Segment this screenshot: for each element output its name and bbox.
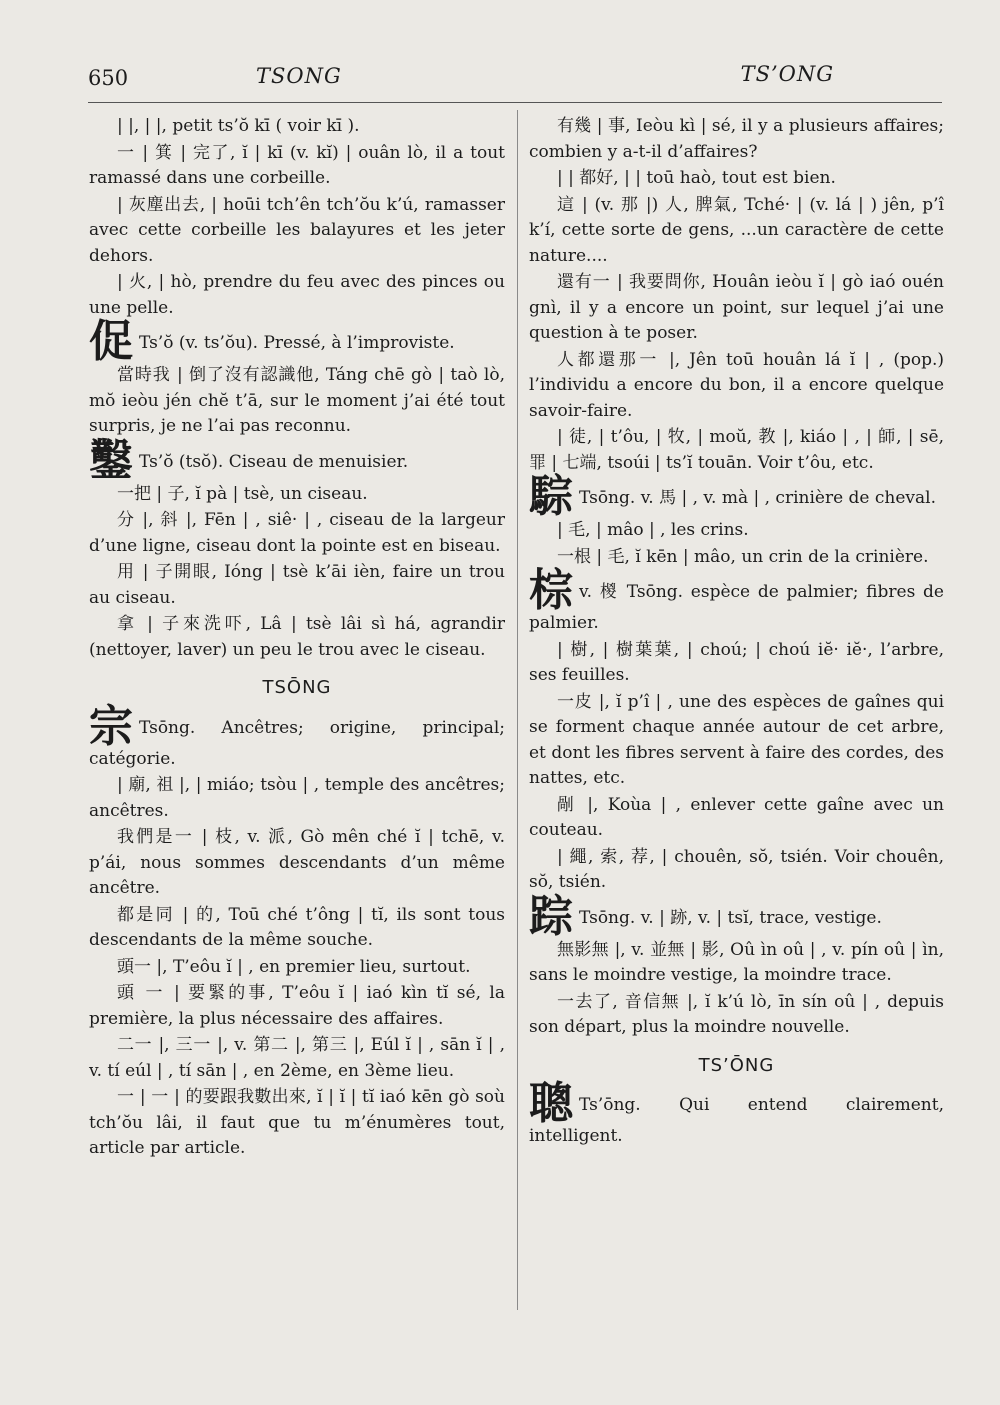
example-entry: 用 | 子開眼, Ióng | tsè k’āi ièn, faire un trou au ciseau. <box>89 562 505 608</box>
headword-definition: Tsōng. v. 馬 | , v. mà | , crinière de cheval. <box>579 488 937 508</box>
example-entry: 人都還那一 |, Jên toū houân lá ĭ | , (pop.) l’individu a encore du bon, il a encore quelque savoir-faire. <box>529 349 944 421</box>
example-entry: 一去了, 音信無 |, ĭ k’ú lò, īn sín oû | , depuis son départ, plus la moindre nouvelle. <box>529 991 944 1037</box>
example-entry: 一 | 一 | 的要跟我數出來, ĭ | ĭ | tĭ iaó kēn gò soù tch’ŏu lâi, il faut que tu m’énumères tout, article par article. <box>89 1087 505 1158</box>
headword-character: 聰 <box>529 1078 573 1129</box>
example-entry: 都是同 | 的, Toū ché t’ông | tĭ, ils sont tous descendants de la même souche. <box>89 904 505 950</box>
example-entry: 分 |, 斜 |, Fēn | , siê· | , ciseau de la largeur d’une ligne, ciseau dont la pointe est en biseau. <box>89 510 505 556</box>
headword-entry <box>529 1078 944 1150</box>
example-entry: 一根 | 毛, ĭ kēn | mâo, un crin de la crinière. <box>557 546 929 567</box>
example-entry: 這 | (v. 那 |) 人, 脾氣, Tché· | (v. lá | ) jên, p’î k’í, cette sorte de gens, ...un caractère de cette nature.... <box>529 194 944 266</box>
headword-definition: Ts’ŏ (v. ts’ŏu). Pressé, à l’improviste. <box>139 333 455 353</box>
example-entry: | 毛, | mâo | , les crins. <box>557 520 749 540</box>
right-running-title: TS’ONG <box>740 62 834 86</box>
example-entry: | | 都好, | | toū haò, tout est bien. <box>557 168 836 188</box>
headword-entry <box>89 316 505 367</box>
headword-character: 騌 <box>529 471 573 522</box>
headword-character: 鑿 <box>89 434 133 486</box>
right-column <box>529 114 944 1150</box>
headword-entry <box>529 890 944 942</box>
example-entry: 當時我 | 倒了沒有認識他, Táng chē gò | taò lò, mŏ ieòu jén chĕ t’ā, sur le moment j’ai été tout surpris, je ne l’ai pas reconnu. <box>89 365 505 436</box>
example-entry: | 徒, | t’ôu, | 牧, | moŭ, 教 |, kiáo | , | 師, | sē, 罪 | 七端, tsoúi | ts’ĭ touān. Voir t’ôu, etc. <box>529 427 944 473</box>
example-entry: 拿 | 子來洗吓, Lâ | tsè lâi sì há, agrandir (nettoyer, laver) un peu le trou avec le ciseau. <box>89 614 505 660</box>
headword-character: 踪 <box>529 890 573 942</box>
page-header <box>88 62 942 103</box>
example-entry: | |, | |, petit ts’ŏ kī ( voir kī ). <box>117 116 360 136</box>
example-entry: 還有一 | 我要問你, Houân ieòu ĭ | gò iaó ouén gnì, il y a encore un point, sur lequel j’ai une question à te poser. <box>529 272 944 343</box>
headword-entry <box>89 434 505 486</box>
headword-entry <box>529 565 944 637</box>
headword-definition: Ts’ŏ (tsŏ). Ciseau de menuisier. <box>139 451 409 472</box>
headword-character: 促 <box>89 316 133 367</box>
example-entry: 頭一 |, T’eôu ĭ | , en premier lieu, surtout. <box>117 956 471 977</box>
example-entry: 一把 | 子, ĭ pà | tsè, un ciseau. <box>117 483 368 504</box>
headword-definition: v. 椶 Tsōng. espèce de palmier; fibres de palmier. <box>529 582 944 633</box>
example-entry: | 繩, 索, 荐, | chouên, sŏ, tsién. Voir chouên, sŏ, tsién. <box>529 846 944 892</box>
headword-entry <box>89 700 505 773</box>
section-heading: TSŌNG <box>262 677 332 698</box>
headword-character: 棕 <box>529 565 573 616</box>
left-running-title: TSONG <box>256 64 342 88</box>
example-entry: 有幾 | 事, Ieòu kì | sé, il y a plusieurs affaires; combien y a-t-il d’affaires? <box>529 116 944 162</box>
section-heading: TS’ŌNG <box>698 1054 775 1076</box>
example-entry: | 灰塵出去, | hoūi tch’ên tch’ŏu k’ú, ramasser avec cette corbeille les balayures et les jeter dehors. <box>89 194 505 266</box>
headword-character: 宗 <box>89 700 133 752</box>
example-entry: | 廟, 祖 |, | miáo; tsòu | , temple des ancêtres; ancêtres. <box>89 775 505 821</box>
example-entry: | 火, | hò, prendre du feu avec des pinces ou une pelle. <box>89 272 505 318</box>
column-divider <box>517 110 518 1310</box>
example-entry: 頭 一 | 要緊的事, T’eôu ĭ | iaó kìn tĭ sé, la première, la plus nécessaire des affaires. <box>89 983 505 1029</box>
example-entry: 一皮 |, ĭ p’î | , une des espèces de gaînes qui se forment chaque année autour de cet arbre, et dont les fibres servent à faire des cordes, des nattes, etc. <box>529 691 944 788</box>
headword-definition: Ts’ōng. Qui entend clairement, intelligent. <box>529 1095 944 1146</box>
headword-definition: Tsōng. Ancêtres; origine, principal; catégorie. <box>89 717 505 769</box>
example-entry: | 樹, | 樹葉葉, | choú; | choú iĕ· iĕ·, l’arbre, ses feuilles. <box>529 639 944 685</box>
example-entry: 二一 |, 三一 |, v. 第二 |, 第三 |, Eúl ĭ | , sān ĭ | , v. tí eúl | , tí sān | , en 2ème, en 3ème lieu. <box>89 1035 505 1081</box>
example-entry: 剮 |, Koùa | , enlever cette gaîne avec un couteau. <box>529 794 944 840</box>
example-entry: 我們是一 | 枝, v. 派, Gò mên ché ĭ | tchē, v. p’ái, nous sommes descendants d’un même ancêtre. <box>89 827 505 898</box>
headword-entry <box>529 471 944 522</box>
example-entry: 無影無 |, v. 並無 | 影, Oû ìn oû | , v. pín oû | ìn, sans le moindre vestige, la moindre trace. <box>529 939 944 985</box>
example-entry: 一 | 箕 | 完了, ĭ | kī (v. kĭ) | ouân lò, il a tout ramassé dans une corbeille. <box>89 142 505 188</box>
left-column <box>89 114 505 1162</box>
headword-definition: Tsōng. v. | 跡, v. | tsĭ, trace, vestige. <box>579 907 882 928</box>
page-number: 650 <box>88 66 129 90</box>
